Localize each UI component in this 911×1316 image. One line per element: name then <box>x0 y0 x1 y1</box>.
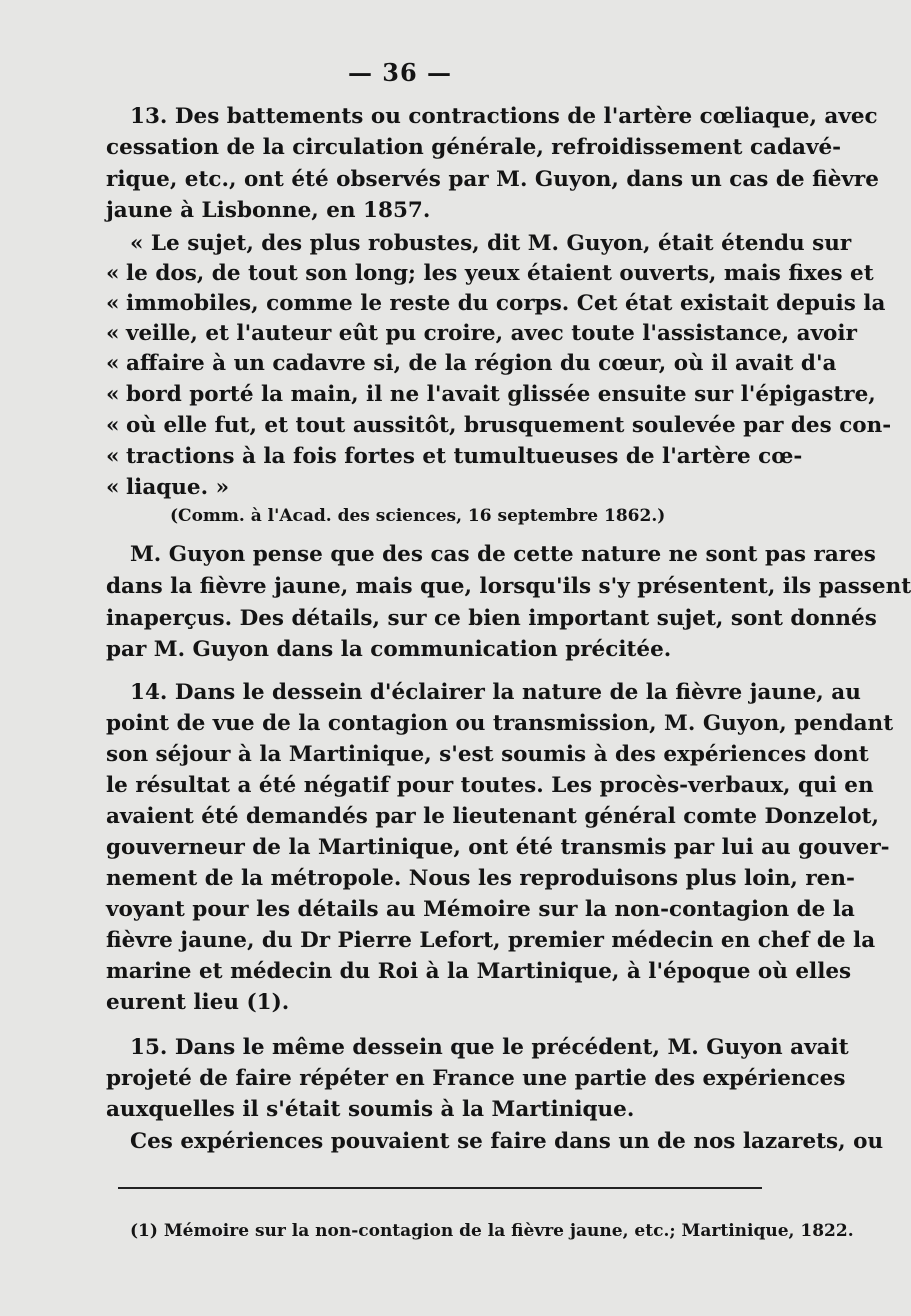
text-line <box>106 739 869 770</box>
line-text: point de vue de la contagion ou transmission, M. Guyon, pendant <box>106 711 894 736</box>
quote-mark: « <box>106 291 120 316</box>
quote-mark: « <box>106 413 120 438</box>
line-text: dans la fièvre jaune, mais que, lorsqu'ils s'y présentent, ils passent <box>106 574 911 599</box>
page-number: — 36 — <box>347 58 453 87</box>
text-line <box>106 956 852 987</box>
text-line <box>130 677 861 708</box>
text-line <box>106 1094 762 1125</box>
footnote-rule <box>118 1187 762 1189</box>
line-text: rique, etc., ont été observés par M. Guyon, dans un cas de fièvre <box>106 167 879 192</box>
quote-mark: « <box>106 444 120 469</box>
line-text: gouverneur de la Martinique, ont été transmis par lui au gouver- <box>106 835 890 860</box>
line-text: « Le sujet, des plus robustes, dit M. Guyon, était étendu sur <box>130 231 852 256</box>
text-line <box>106 441 803 472</box>
line-text: projeté de faire répéter en France une partie des expériences <box>106 1066 846 1091</box>
citation: (Comm. à l'Acad. des sciences, 16 septembre 1862.) <box>170 506 666 526</box>
line-text: 15. Dans le même dessein que le précédent, M. Guyon avait <box>130 1035 849 1060</box>
line-text: son séjour à la Martinique, s'est soumis à des expériences dont <box>106 742 869 767</box>
text-line <box>106 318 857 349</box>
quote-mark: « <box>106 351 120 376</box>
line-text: M. Guyon pense que des cas de cette nature ne sont pas rares <box>130 542 876 567</box>
line-text: par M. Guyon dans la communication précitée. <box>106 637 672 662</box>
line-text: marine et médecin du Roi à la Martinique, à l'époque où elles <box>106 959 852 984</box>
text-line <box>106 571 911 602</box>
line-text: cessation de la circulation générale, refroidissement cadavé- <box>106 135 842 160</box>
line-text: inaperçus. Des détails, sur ce bien important sujet, sont donnés <box>106 606 877 631</box>
line-text: affaire à un cadavre si, de la région du cœur, où il avait d'a <box>126 351 837 376</box>
line-text: le dos, de tout son long; les yeux étaient ouverts, mais fixes et <box>126 261 874 286</box>
text-line <box>106 987 762 1018</box>
text-line <box>106 863 855 894</box>
line-text: eurent lieu (1). <box>106 990 290 1015</box>
line-text: Ces expériences pouvaient se faire dans un de nos lazarets, ou <box>130 1129 884 1154</box>
text-line <box>130 101 878 132</box>
line-text: voyant pour les détails au Mémoire sur la non-contagion de la <box>106 897 855 922</box>
line-text: nement de la métropole. Nous les reproduisons plus loin, ren- <box>106 866 855 891</box>
line-text: le résultat a été négatif pour toutes. Les procès-verbaux, qui en <box>106 773 874 798</box>
text-line <box>106 708 894 739</box>
quote-mark: « <box>106 321 120 346</box>
text-line <box>106 801 879 832</box>
text-line <box>106 258 874 289</box>
text-line <box>106 379 876 410</box>
line-text: jaune à Lisbonne, en 1857. <box>106 198 431 223</box>
line-text: liaque. » <box>126 475 230 500</box>
text-line <box>106 634 762 665</box>
text-line <box>106 348 837 379</box>
quote-mark: « <box>106 382 120 407</box>
text-line <box>106 603 877 634</box>
text-line <box>106 195 762 226</box>
footnote: (1) Mémoire sur la non-contagion de la fièvre jaune, etc.; Martinique, 1822. <box>130 1221 854 1241</box>
line-text: 13. Des battements ou contractions de l'artère cœliaque, avec <box>130 104 878 129</box>
text-line <box>130 1126 884 1157</box>
text-line <box>106 832 890 863</box>
line-text: bord porté la main, il ne l'avait glissée ensuite sur l'épigastre, <box>126 382 876 407</box>
line-text: immobiles, comme le reste du corps. Cet état existait depuis la <box>126 291 886 316</box>
text-line <box>106 925 876 956</box>
line-text: où elle fut, et tout aussitôt, brusquement soulevée par des con- <box>126 413 892 438</box>
text-line <box>130 539 876 570</box>
line-text: 14. Dans le dessein d'éclairer la nature de la fièvre jaune, au <box>130 680 861 705</box>
text-line <box>106 472 762 503</box>
text-line <box>106 410 892 441</box>
text-line <box>106 132 842 163</box>
text-line <box>106 1063 846 1094</box>
line-text: auxquelles il s'était soumis à la Martinique. <box>106 1097 635 1122</box>
text-line <box>106 770 874 801</box>
line-text: avaient été demandés par le lieutenant général comte Donzelot, <box>106 804 879 829</box>
text-line <box>106 894 855 925</box>
quote-mark: « <box>106 475 120 500</box>
text-line <box>106 164 879 195</box>
line-text: veille, et l'auteur eût pu croire, avec toute l'assistance, avoir <box>126 321 857 346</box>
text-line <box>106 288 886 319</box>
line-text: tractions à la fois fortes et tumultueuses de l'artère cœ- <box>126 444 803 469</box>
text-line <box>130 1032 849 1063</box>
quote-mark: « <box>106 261 120 286</box>
line-text: fièvre jaune, du Dr Pierre Lefort, premier médecin en chef de la <box>106 928 876 953</box>
text-line <box>130 228 852 259</box>
